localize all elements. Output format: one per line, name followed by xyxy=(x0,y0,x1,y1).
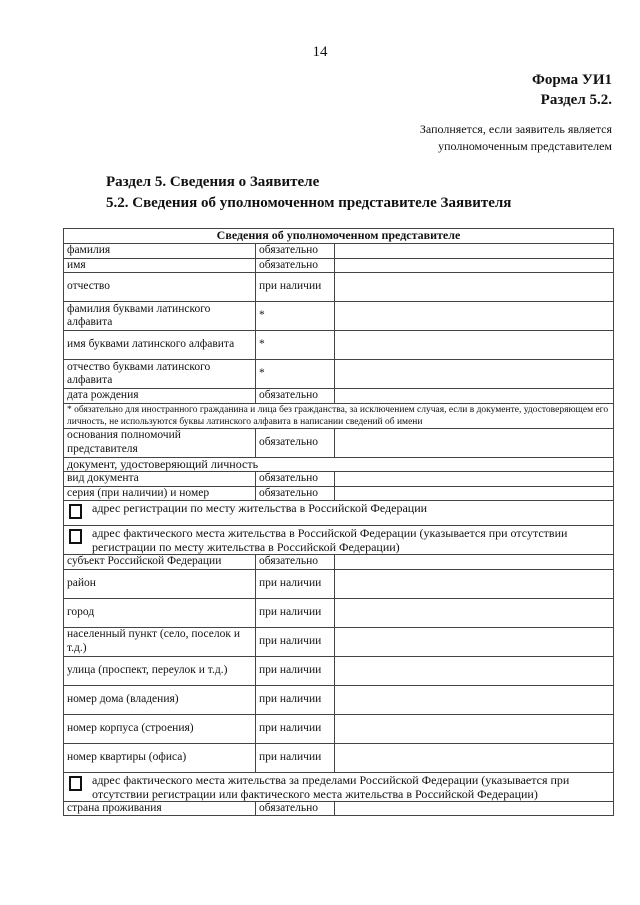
house-number-input[interactable] xyxy=(335,685,614,714)
table-row xyxy=(64,714,614,743)
table-row xyxy=(64,258,614,273)
last-name-input[interactable] xyxy=(335,244,614,259)
table-row xyxy=(64,743,614,772)
table-row xyxy=(64,389,614,404)
table-row xyxy=(64,302,614,331)
field-requirement: при наличии xyxy=(256,273,335,302)
field-label: номер корпуса (строения) xyxy=(64,714,256,743)
table-header: Сведения об уполномоченном представителе xyxy=(64,229,614,244)
table-row xyxy=(64,244,614,259)
registration-address-label: адрес регистрации по месту жительства в Российской Федерации xyxy=(92,501,428,515)
foreign-address-checkbox[interactable] xyxy=(69,776,82,791)
field-label: субъект Российской Федерации xyxy=(64,555,256,570)
field-requirement: при наличии xyxy=(256,569,335,598)
field-label: серия (при наличии) и номер xyxy=(64,486,256,501)
field-requirement: обязательно xyxy=(256,389,335,404)
field-requirement: * xyxy=(256,302,335,331)
field-label: основания полномочий представителя xyxy=(64,428,256,457)
registration-address-checkbox[interactable] xyxy=(69,504,82,519)
first-name-input[interactable] xyxy=(335,258,614,273)
table-row xyxy=(64,428,614,457)
note-line-1: Заполняется, если заявитель является xyxy=(419,122,612,136)
form-section: Раздел 5.2. xyxy=(540,92,612,108)
street-input[interactable] xyxy=(335,656,614,685)
field-label: район xyxy=(64,569,256,598)
field-label: отчество буквами латинского алфавита xyxy=(64,360,256,389)
table-row xyxy=(64,627,614,656)
section-title: Раздел 5. Сведения о Заявителе xyxy=(106,174,320,190)
option-row xyxy=(64,772,614,801)
field-label: имя xyxy=(64,258,256,273)
authority-basis-input[interactable] xyxy=(335,428,614,457)
table-row xyxy=(64,273,614,302)
apartment-number-input[interactable] xyxy=(335,743,614,772)
field-requirement: обязательно xyxy=(256,472,335,487)
field-label: город xyxy=(64,598,256,627)
field-requirement: обязательно xyxy=(256,486,335,501)
latin-footnote: * обязательно для иностранного гражданина и лица без гражданства, за исключением случая, если в документе, удостоверяющем его личность, не используются буквы латинского алфавита в написании сведений об имени xyxy=(64,403,614,428)
field-requirement: обязательно xyxy=(256,801,335,816)
field-requirement: при наличии xyxy=(256,598,335,627)
field-requirement: обязательно xyxy=(256,244,335,259)
birth-date-input[interactable] xyxy=(335,389,614,404)
field-requirement: при наличии xyxy=(256,685,335,714)
option-row xyxy=(64,526,614,555)
field-label: дата рождения xyxy=(64,389,256,404)
field-requirement: обязательно xyxy=(256,428,335,457)
table-row xyxy=(64,360,614,389)
table-row xyxy=(64,331,614,360)
document-type-input[interactable] xyxy=(335,472,614,487)
representative-form-table xyxy=(63,228,614,816)
fill-condition-note xyxy=(420,121,612,155)
table-row xyxy=(64,569,614,598)
latin-first-name-input[interactable] xyxy=(335,331,614,360)
field-label: номер дома (владения) xyxy=(64,685,256,714)
field-label: вид документа xyxy=(64,472,256,487)
field-label: фамилия буквами латинского алфавита xyxy=(64,302,256,331)
actual-address-label: адрес фактического места жительства в Российской Федерации (указывается при отсутствии регистрации по месту жительства в Российской Федерации) xyxy=(92,526,568,554)
table-row xyxy=(64,685,614,714)
table-row xyxy=(64,598,614,627)
id-document-header: документ, удостоверяющий личность xyxy=(64,457,614,472)
field-label: отчество xyxy=(64,273,256,302)
table-row xyxy=(64,472,614,487)
field-requirement: * xyxy=(256,360,335,389)
table-row xyxy=(64,801,614,816)
region-input[interactable] xyxy=(335,555,614,570)
form-name: Форма УИ1 xyxy=(531,72,612,88)
field-requirement: при наличии xyxy=(256,656,335,685)
table-row xyxy=(64,555,614,570)
district-input[interactable] xyxy=(335,569,614,598)
table-row xyxy=(64,486,614,501)
document-number-input[interactable] xyxy=(335,486,614,501)
note-line-2: уполномоченным представителем xyxy=(438,139,612,153)
field-label: улица (проспект, переулок и т.д.) xyxy=(64,656,256,685)
field-requirement: обязательно xyxy=(256,555,335,570)
id-document-header-row xyxy=(64,457,614,472)
field-requirement: при наличии xyxy=(256,743,335,772)
field-label: страна проживания xyxy=(64,801,256,816)
foreign-address-label: адрес фактического места жительства за пределами Российской Федерации (указывается при отсутствии регистрации или фактического места жительства в Российской Федерации) xyxy=(92,772,570,801)
latin-last-name-input[interactable] xyxy=(335,302,614,331)
country-input[interactable] xyxy=(335,801,614,816)
settlement-input[interactable] xyxy=(335,627,614,656)
actual-address-checkbox[interactable] xyxy=(69,529,82,544)
form-identifier xyxy=(532,70,612,110)
latin-patronymic-input[interactable] xyxy=(335,360,614,389)
footnote-row xyxy=(64,403,614,428)
section-heading xyxy=(106,172,511,214)
subsection-title: 5.2. Сведения об уполномоченном представителе Заявителя xyxy=(106,195,512,211)
table-header-row xyxy=(64,229,614,244)
field-requirement: при наличии xyxy=(256,714,335,743)
city-input[interactable] xyxy=(335,598,614,627)
field-requirement: при наличии xyxy=(256,627,335,656)
option-row xyxy=(64,501,614,526)
field-requirement: * xyxy=(256,331,335,360)
page-number: 14 xyxy=(312,44,328,60)
field-label: имя буквами латинского алфавита xyxy=(64,331,256,360)
patronymic-input[interactable] xyxy=(335,273,614,302)
table-row xyxy=(64,656,614,685)
field-label: населенный пункт (село, поселок и т.д.) xyxy=(64,627,256,656)
field-requirement: обязательно xyxy=(256,258,335,273)
building-number-input[interactable] xyxy=(335,714,614,743)
field-label: фамилия xyxy=(64,244,256,259)
field-label: номер квартиры (офиса) xyxy=(64,743,256,772)
